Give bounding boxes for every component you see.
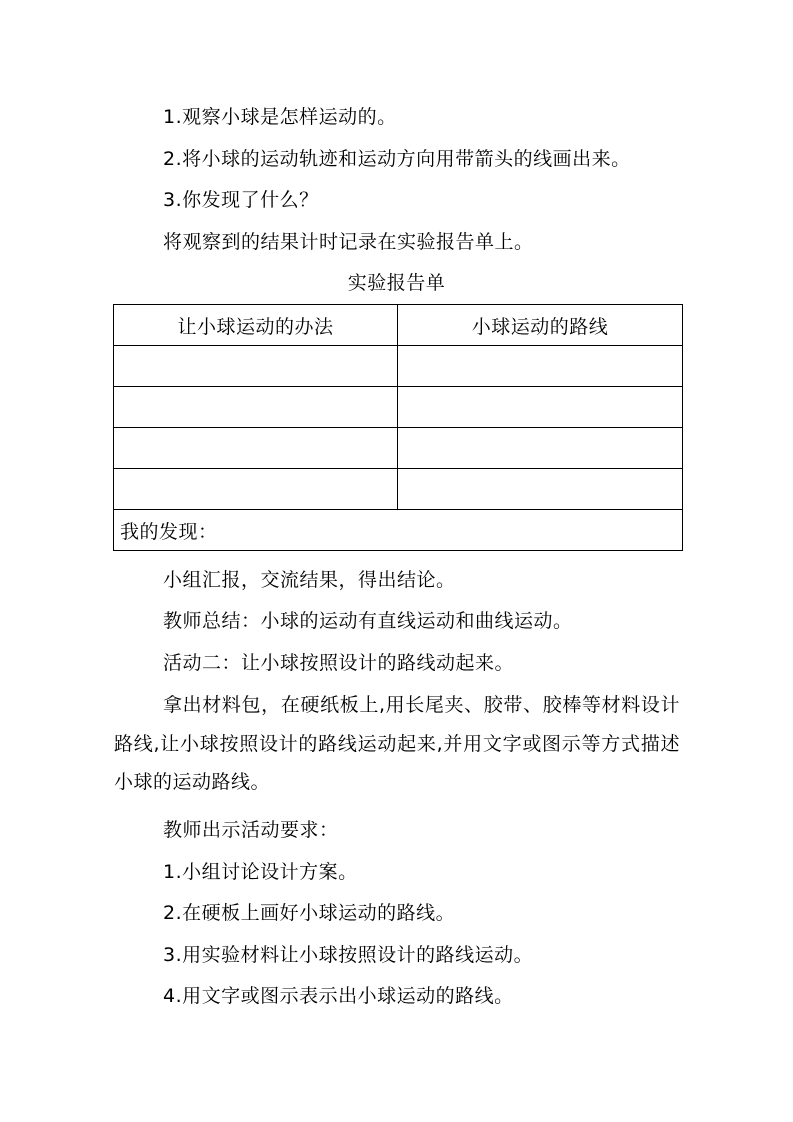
table-row [114,346,683,387]
report-cell [398,387,683,428]
report-cell [398,428,683,469]
activity-paragraph: 拿出材料包，在硬纸板上,用长尾夹、胶带、胶棒等材料设计路线,让小球按照设计的路线运动起来,并用文字或图示等方式描述小球的运动路线。 [114,694,680,793]
requirement-3: 3.用实验材料让小球按照设计的路线运动。 [163,944,534,966]
requirement-4: 4.用文字或图示表示出小球运动的路线。 [163,985,514,1007]
summary-line-2: 教师总结：小球的运动有直线运动和曲线运动。 [163,610,573,632]
intro-step-2: 2.将小球的运动轨迹和运动方向用带箭头的线画出来。 [163,148,631,170]
intro-step-1: 1.观察小球是怎样运动的。 [163,106,397,128]
requirement-1: 1.小组讨论设计方案。 [163,861,358,883]
record-instruction: 将观察到的结果计时记录在实验报告单上。 [163,231,534,253]
report-cell [114,469,398,510]
requirements-title: 教师出示活动要求： [163,819,339,841]
report-header-row [114,305,683,346]
summary-line-1: 小组汇报，交流结果，得出结论。 [163,569,456,591]
finding-label: 我的发现： [114,510,683,551]
table-row [114,428,683,469]
report-header-method: 让小球运动的办法 [114,305,398,346]
report-cell [398,346,683,387]
requirement-2: 2.在硬板上画好小球运动的路线。 [163,902,456,924]
finding-row [114,510,683,551]
report-cell [114,346,398,387]
report-cell [398,469,683,510]
table-row [114,469,683,510]
table-row [114,387,683,428]
report-cell [114,387,398,428]
activity-two-heading: 活动二：让小球按照设计的路线动起来。 [163,652,515,674]
intro-step-3: 3.你发现了什么？ [163,189,319,211]
report-title: 实验报告单 [347,272,446,294]
report-cell [114,428,398,469]
report-table [113,304,683,551]
report-header-route: 小球运动的路线 [398,305,683,346]
